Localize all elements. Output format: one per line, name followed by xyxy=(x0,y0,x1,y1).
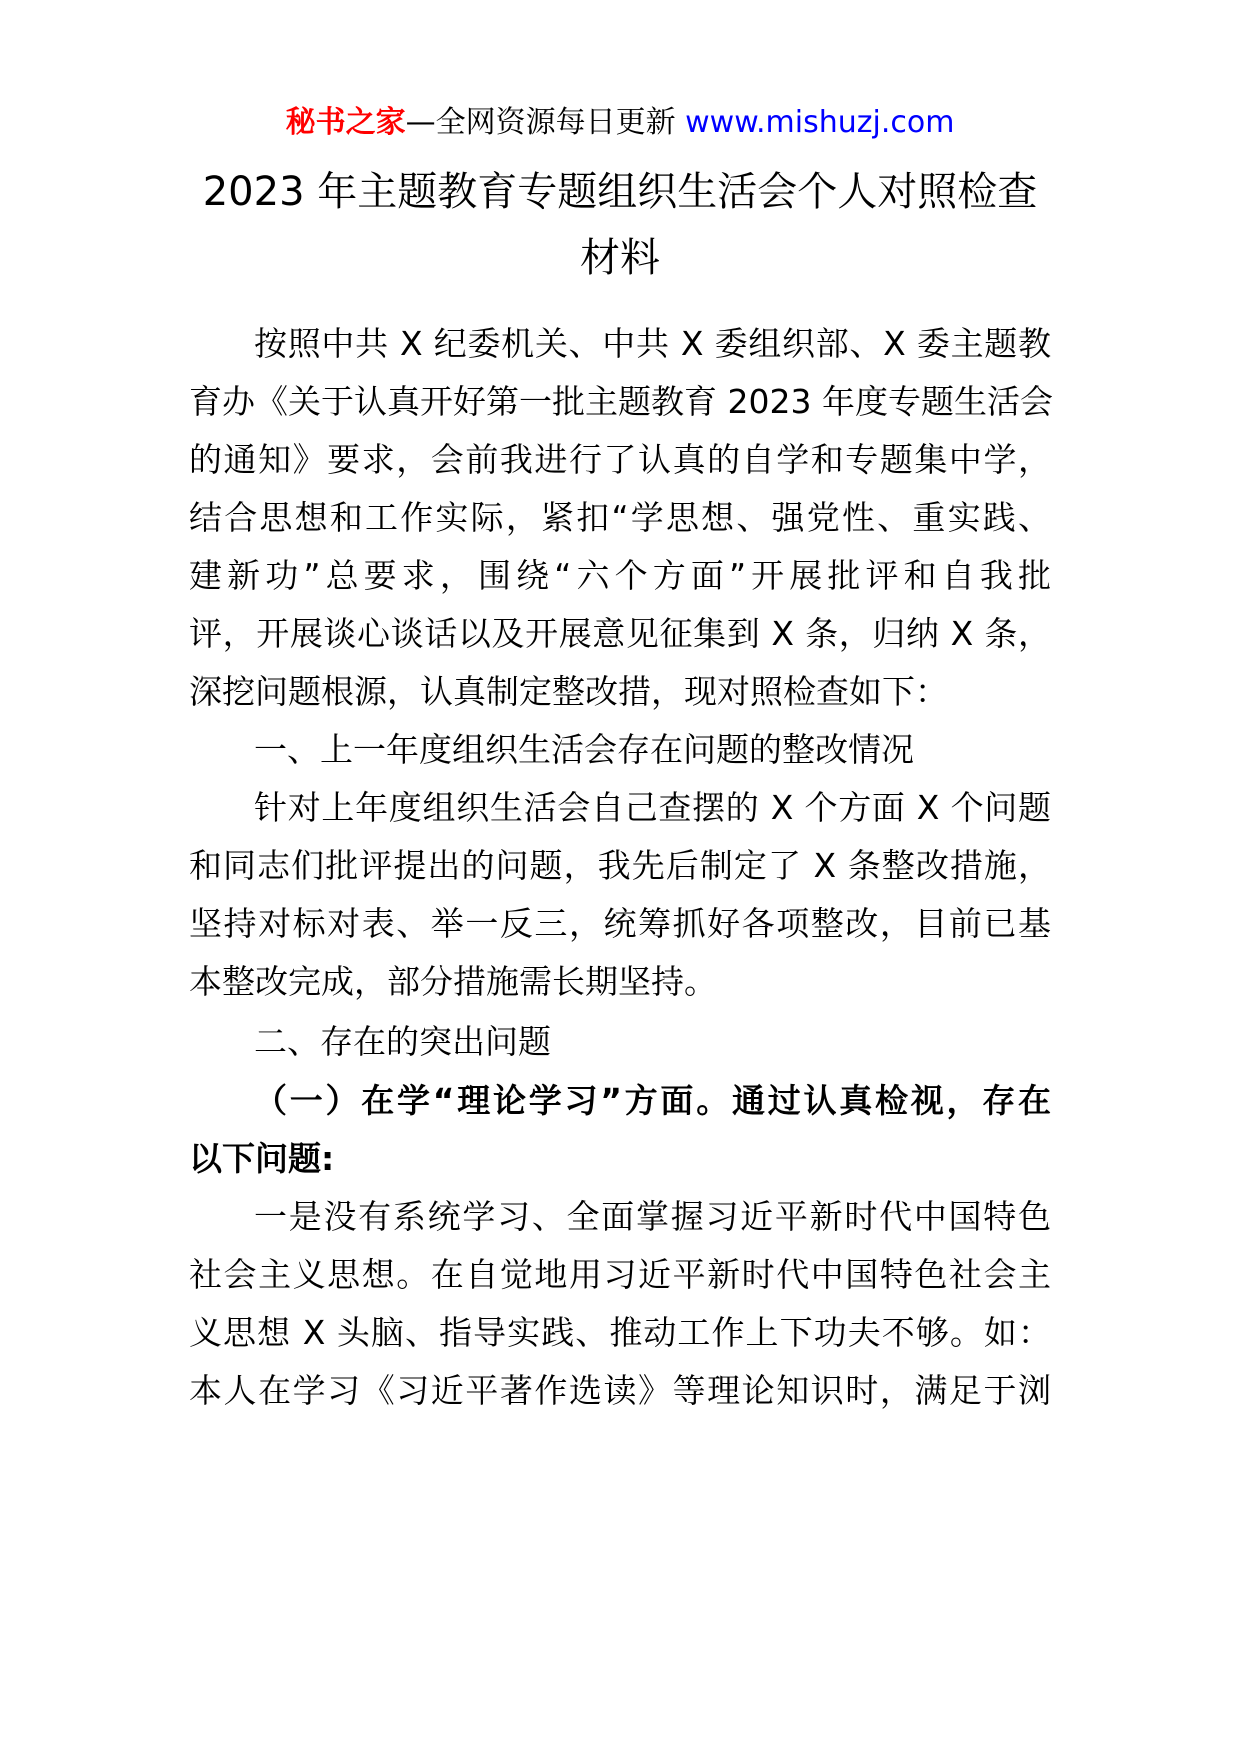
body-line-4: 结合思想和工作实际，紧扣“学思想、强党性、重实践、 xyxy=(189,498,1051,537)
body-line-2: 育办《关于认真开好第一批主题教育 2023 年度专题生活会 xyxy=(189,382,1053,421)
body-line-9: 针对上年度组织生活会自己查摆的 X 个方面 X 个问题 xyxy=(254,788,1051,827)
site-tagline: —全网资源每日更新 xyxy=(405,105,676,140)
subsection-heading-line-1: （一）在学“理论学习”方面。通过认真检视，存在 xyxy=(254,1081,1051,1120)
body-line-12: 本整改完成，部分措施需长期坚持。 xyxy=(189,962,717,1001)
body-line-7: 深挖问题根源，认真制定整改措，现对照检查如下： xyxy=(189,672,948,711)
body-line-18: 义思想 X 头脑、指导实践、推动工作上下功夫不够。如： xyxy=(189,1313,1051,1352)
body-line-5: 建新功”总要求，围绕“六个方面”开展批评和自我批 xyxy=(189,556,1051,595)
site-url[interactable]: www.mishuzj.com xyxy=(685,105,955,140)
site-header xyxy=(0,102,1240,144)
document-title-line-1: 2023 年主题教育专题组织生活会个人对照检查 xyxy=(202,169,1038,215)
body-line-1: 按照中共 X 纪委机关、中共 X 委组织部、X 委主题教 xyxy=(254,324,1051,363)
body-line-6: 评，开展谈心谈话以及开展意见征集到 X 条，归纳 X 条， xyxy=(189,614,1051,653)
body-line-17: 社会主义思想。在自觉地用习近平新时代中国特色社会主 xyxy=(189,1255,1051,1294)
body-line-11: 坚持对标对表、举一反三，统筹抓好各项整改，目前已基 xyxy=(189,904,1051,943)
body-line-19: 本人在学习《习近平著作选读》等理论知识时，满足于浏 xyxy=(189,1371,1051,1410)
document-title-line-2: 材料 xyxy=(580,235,660,281)
subsection-heading-line-2: 以下问题: xyxy=(189,1139,335,1178)
body-line-16: 一是没有系统学习、全面掌握习近平新时代中国特色 xyxy=(254,1197,1051,1236)
body-line-3: 的通知》要求，会前我进行了认真的自学和专题集中学， xyxy=(189,440,1051,479)
section-heading-1: 一、上一年度组织生活会存在问题的整改情况 xyxy=(254,730,914,769)
section-heading-2: 二、存在的突出问题 xyxy=(254,1022,551,1061)
site-brand: 秘书之家 xyxy=(285,105,406,140)
body-line-10: 和同志们批评提出的问题，我先后制定了 X 条整改措施， xyxy=(189,846,1051,885)
